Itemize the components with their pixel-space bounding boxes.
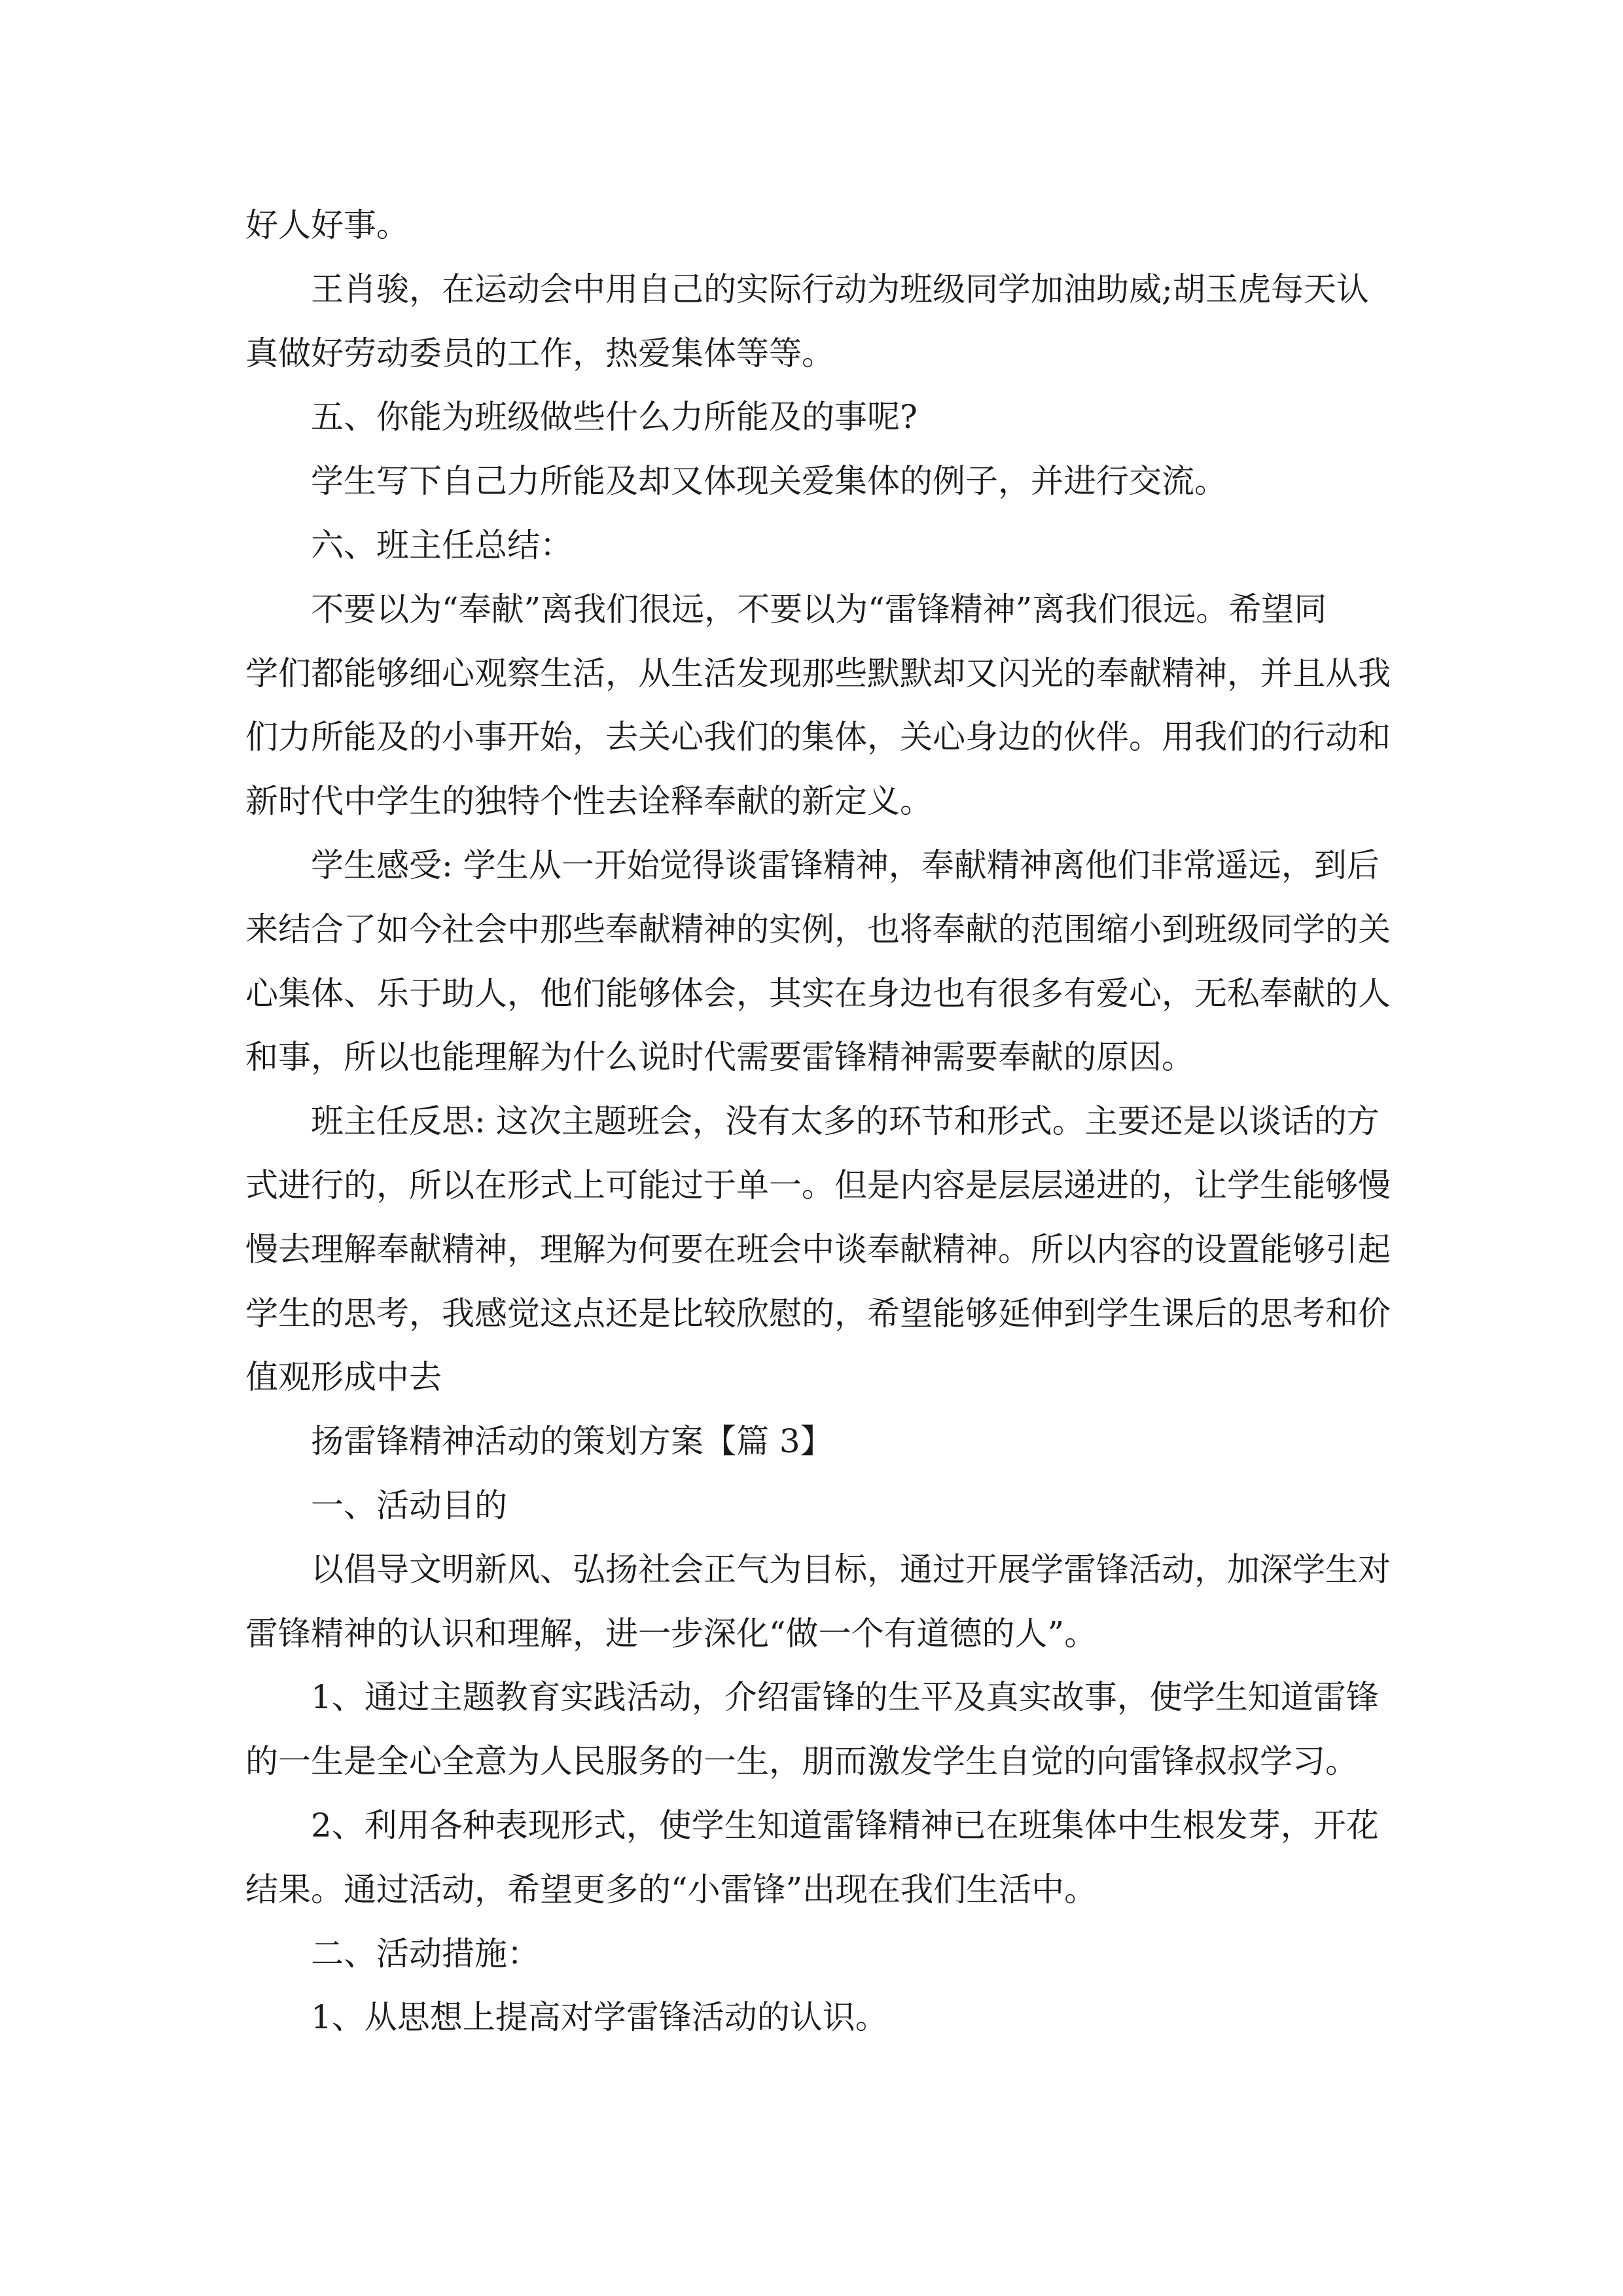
text-line: 和事，所以也能理解为什么说时代需要雷锋精神需要奉献的原因。 <box>245 1038 1194 1077</box>
text-line: 学生写下自己力所能及却又体现关爱集体的例子，并进行交流。 <box>311 462 1227 501</box>
text-line: 来结合了如今社会中那些奉献精神的实例，也将奉献的范围缩小到班级同学的关 <box>245 910 1391 948</box>
text-line: 不要以为“奉献”离我们很远，不要以为“雷锋精神”离我们很远。希望同 <box>311 590 1327 628</box>
text-line: 学生的思考，我感觉这点还是比较欣慰的，希望能够延伸到学生课后的思考和价 <box>245 1294 1391 1333</box>
text-line: 的一生是全心全意为人民服务的一生，朋而激发学生自觉的向雷锋叔叔学习。 <box>245 1742 1358 1781</box>
text-line: 慢去理解奉献精神，理解为何要在班会中谈奉献精神。所以内容的设置能够引起 <box>245 1230 1391 1268</box>
text-line: 心集体、乐于助人，他们能够体会，其实在身边也有很多有爱心，无私奉献的人 <box>245 974 1391 1013</box>
text-line: 班主任反思: 这次主题班会，没有太多的环节和形式。主要还是以谈话的方 <box>311 1102 1380 1141</box>
text-line: 王肖骏，在运动会中用自己的实际行动为班级同学加油助威;胡玉虎每天认 <box>311 270 1369 308</box>
paragraph <box>245 1794 1381 1922</box>
text-line: 六、班主任总结： <box>311 526 573 564</box>
text-line: 1、从思想上提高对学雷锋活动的认识。 <box>311 1998 888 2037</box>
paragraph <box>245 194 1381 258</box>
text-line: 1、通过主题教育实践活动，介绍雷锋的生平及真实故事，使学生知道雷锋 <box>311 1678 1379 1717</box>
text-line: 一、活动目的 <box>311 1486 507 1524</box>
paragraph <box>245 1410 1381 1474</box>
paragraph <box>245 1986 1381 2050</box>
paragraph <box>245 834 1391 1090</box>
text-line: 以倡导文明新风、弘扬社会正气为目标，通过开展学雷锋活动，加深学生对 <box>311 1550 1391 1588</box>
paragraph <box>245 450 1381 514</box>
text-line: 2、利用各种表现形式，使学生知道雷锋精神已在班集体中生根发芽，开花 <box>311 1806 1379 1844</box>
paragraph <box>245 386 1381 450</box>
paragraph <box>245 514 1381 578</box>
text-line: 们力所能及的小事开始，去关心我们的集体，关心身边的伙伴。用我们的行动和 <box>245 718 1391 757</box>
paragraph <box>245 1666 1381 1794</box>
text-line: 学们都能够细心观察生活，从生活发现那些默默却又闪光的奉献精神，并且从我 <box>245 654 1391 692</box>
paragraph <box>245 1090 1391 1410</box>
text-line: 学生感受: 学生从一开始觉得谈雷锋精神，奉献精神离他们非常遥远，到后 <box>311 846 1380 884</box>
text-line: 值观形成中去 <box>245 1358 442 1397</box>
text-line: 结果。通过活动，希望更多的“小雷锋”出现在我们生活中。 <box>245 1870 1097 1909</box>
document-body <box>245 194 1391 2050</box>
text-line: 二、活动措施： <box>311 1934 540 1973</box>
text-line: 新时代中学生的独特个性去诠释奉献的新定义。 <box>245 782 933 821</box>
paragraph <box>245 1538 1391 1666</box>
text-line: 五、你能为班级做些什么力所能及的事呢? <box>311 398 918 437</box>
text-line: 真做好劳动委员的工作，热爱集体等等。 <box>245 334 834 372</box>
text-line: 式进行的，所以在形式上可能过于单一。但是内容是层层递进的，让学生能够慢 <box>245 1166 1391 1204</box>
paragraph <box>245 1922 1381 1986</box>
text-line: 扬雷锋精神活动的策划方案【篇 3】 <box>311 1422 833 1461</box>
text-line: 雷锋精神的认识和理解，进一步深化“做一个有道德的人”。 <box>245 1614 1097 1653</box>
text-line: 好人好事。 <box>245 206 409 244</box>
paragraph <box>245 258 1381 386</box>
paragraph <box>245 578 1391 834</box>
paragraph <box>245 1474 1381 1538</box>
